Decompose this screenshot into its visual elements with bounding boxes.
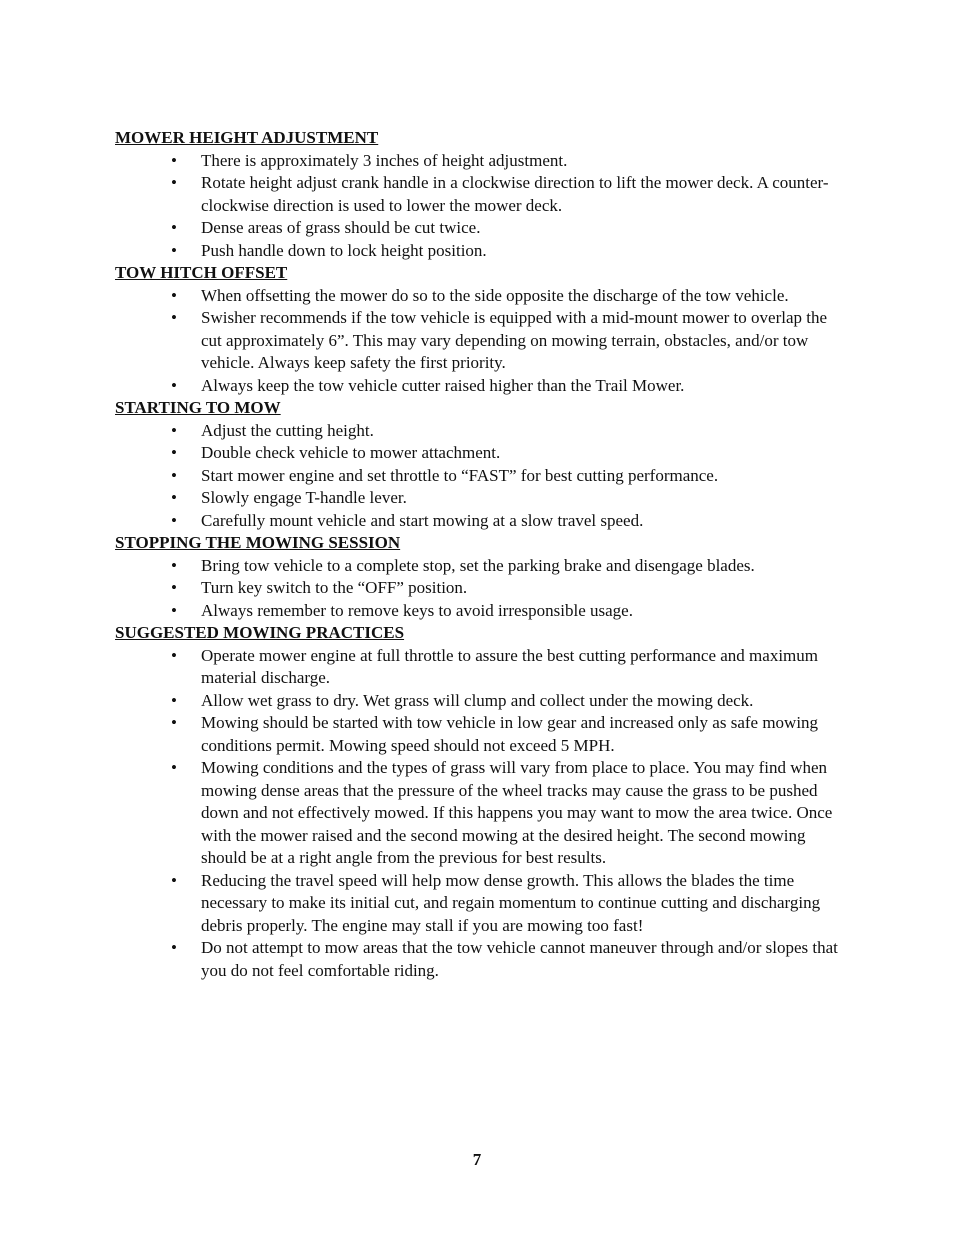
list-item: • Start mower engine and set throttle to “FAST” for best cutting performance. [115,465,845,488]
bullet-icon: • [171,240,177,260]
list-item: • Reducing the travel speed will help mow dense growth. This allows the blades the time necessary to make its initial cut, and regain momentum to continue cutting and discharging debris properly. The engine may stall if you are mowing too fast! [171,870,821,935]
list-item: • Dense areas of grass should be cut twice. [115,217,845,240]
bullet-icon: • [171,870,177,890]
bullet-icon: • [171,488,177,507]
section-heading: STARTING TO MOW [115,398,281,417]
list-item: • Do not attempt to mow areas that the tow vehicle cannot maneuver through and/or slopes that you do not feel comfortable riding. [171,938,838,980]
list-item: • Turn key switch to the “OFF” position. [115,577,845,600]
bullet-icon: • [171,713,177,732]
list-item: • Double check vehicle to mower attachment. [115,442,845,465]
page-number: 7 [472,1150,482,1169]
list-item: • Always remember to remove keys to avoid irresponsible usage. [115,600,845,623]
bullet-list [115,150,845,263]
bullet-icon: • [171,758,177,777]
bullet-list [115,645,845,983]
bullet-icon: • [171,645,177,665]
section-heading: SUGGESTED MOWING PRACTICES [115,623,405,642]
bullet-icon: • [171,308,177,327]
list-item: • Swisher recommends if the tow vehicle is equipped with a mid-mount mower to overlap the cut approximately 6”. This may vary depending on mowing terrain, obstacles, and/or tow vehicle. Always keep safety the first priority. [171,308,828,372]
list-item: • Bring tow vehicle to a complete stop, set the parking brake and disengage blades. [115,555,845,578]
bullet-icon: • [171,420,177,440]
section-heading: TOW HITCH OFFSET [115,263,288,282]
document-body [115,127,845,982]
section-stopping-the-mowing-session [115,532,845,622]
section-mower-height-adjustment [115,127,845,262]
bullet-icon: • [171,690,177,710]
list-item: • Always keep the tow vehicle cutter raised higher than the Trail Mower. [115,375,845,398]
bullet-icon: • [171,173,177,192]
list-item: • Carefully mount vehicle and start mowing at a slow travel speed. [115,510,845,533]
bullet-icon: • [171,510,177,530]
list-item: • Mowing should be started with tow vehicle in low gear and increased only as safe mowing conditions permit. Mowing speed should not exceed 5 MPH. [171,713,819,755]
bullet-icon: • [171,150,177,170]
section-heading: MOWER HEIGHT ADJUSTMENT [115,128,379,147]
section-heading: STOPPING THE MOWING SESSION [115,533,401,552]
section-starting-to-mow [115,397,845,532]
bullet-icon: • [171,285,177,305]
list-item: • Rotate height adjust crank handle in a clockwise direction to lift the mower deck. A counter-clockwise direction is used to lower the mower deck. [171,173,829,215]
bullet-icon: • [171,938,177,957]
bullet-icon: • [171,443,177,462]
section-tow-hitch-offset [115,262,845,397]
list-item: • When offsetting the mower do so to the side opposite the discharge of the tow vehicle. [115,285,845,308]
bullet-list [115,555,845,623]
bullet-list [115,285,845,398]
list-item: • Push handle down to lock height position. [115,240,845,263]
bullet-icon: • [171,465,177,485]
list-item: • There is approximately 3 inches of height adjustment. [115,150,845,173]
list-item: • Operate mower engine at full throttle to assure the best cutting performance and maximum material discharge. [171,645,818,687]
list-item: • Slowly engage T-handle lever. [115,487,845,510]
list-item: • Allow wet grass to dry. Wet grass will clump and collect under the mowing deck. [115,690,845,713]
bullet-icon: • [171,600,177,620]
bullet-icon: • [171,578,177,597]
bullet-icon: • [171,218,177,237]
list-item: • Mowing conditions and the types of grass will vary from place to place. You may find when mowing dense areas that the pressure of the wheel tracks may cause the grass to be pushed down and not effectively mowed. If this happens you may want to mow the area twice. Once with the mower raised and the second mowing at the desired height. The second mowing should be at a right angle from the previous for best results. [171,758,833,867]
section-suggested-mowing-practices [115,622,845,982]
bullet-icon: • [171,375,177,395]
bullet-list [115,420,845,533]
bullet-icon: • [171,555,177,575]
list-item: • Adjust the cutting height. [115,420,845,443]
